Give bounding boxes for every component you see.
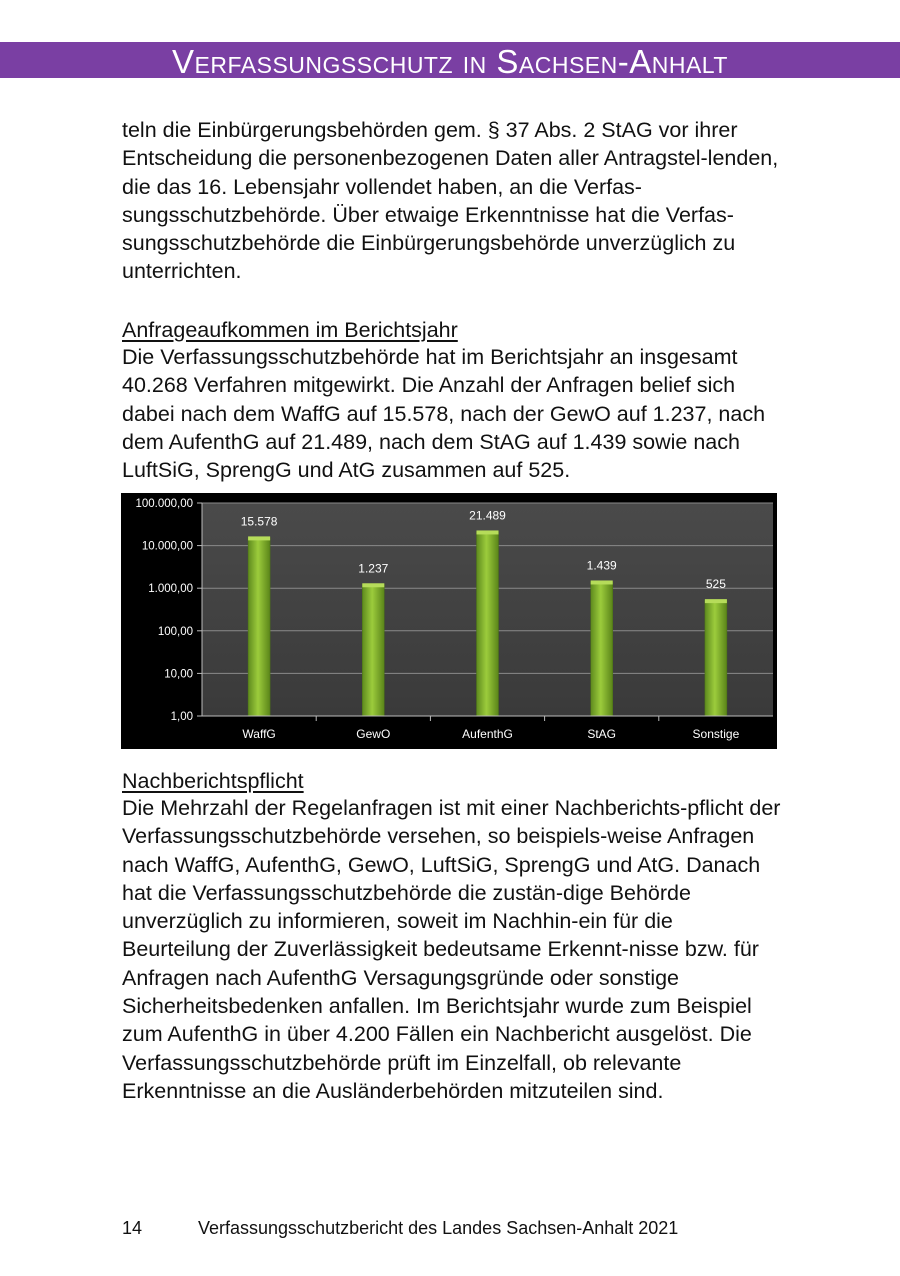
bar-top-highlight — [477, 530, 499, 534]
data-label: 525 — [705, 577, 726, 592]
x-tick-label: WaffG — [242, 727, 276, 741]
chart-svg — [121, 493, 777, 749]
bar-top-highlight — [705, 599, 727, 603]
page-number: 14 — [122, 1218, 143, 1238]
bar-top-highlight — [248, 536, 270, 540]
page-header-title: Verfassungsschutz in Sachsen-Anhalt — [172, 43, 728, 80]
bar-top-highlight — [362, 583, 384, 587]
data-label: 1.237 — [358, 561, 389, 576]
y-tick-label: 10,00 — [164, 668, 193, 681]
x-tick-label: GewO — [356, 727, 391, 741]
bar-chart — [121, 493, 777, 749]
data-label: 15.578 — [240, 514, 278, 529]
x-tick-label: AufenthG — [462, 727, 513, 741]
x-tick-label: Sonstige — [692, 727, 740, 741]
bar-waffg — [248, 537, 270, 716]
x-tick-label: StAG — [587, 727, 617, 741]
y-tick-label: 1,00 — [170, 711, 193, 723]
y-tick-label: 100,00 — [157, 625, 193, 638]
y-tick-label: 10.000,00 — [141, 540, 193, 553]
paragraph-intro: teln die Einbürgerungsbehörden gem. § 37 Abs. 2 StAG vor ihrer Entscheidung die personenbezogenen Daten aller Antragstel-lenden, die das 16. Lebensjahr vollendet haben, an die Verfas-sungsschutzbehörde. Über etwaige Erkenntnisse hat die Verfas-sungsschutzbehörde die Einbürgerungsbehörde unverzüglich zu unterrichten. — [122, 118, 779, 284]
data-label: 21.489 — [469, 508, 506, 523]
bar-stag — [591, 581, 613, 716]
y-tick-label: 1.000,00 — [148, 583, 193, 596]
bar-sonstige — [705, 600, 727, 716]
paragraph-anfrageaufkommen: Die Verfassungsschutzbehörde hat im Berichtsjahr an insgesamt 40.268 Verfahren mitgewirkt. Die Anzahl der Anfragen belief sich dabei nach dem WaffG auf 15.578, nach der GewO auf 1.237, nach dem AufenthG auf 21.489, nach dem StAG auf 1.439 sowie nach LuftSiG, SprengG und AtG zusammen auf 525. — [122, 345, 766, 483]
y-axis-ticks — [135, 498, 202, 723]
x-axis-ticks — [242, 716, 739, 741]
paragraph-nachberichtspflicht: Die Mehrzahl der Regelanfragen ist mit einer Nachberichts-pflicht der Verfassungsschutzbehörde versehen, so beispiels-weise Anfragen nach WaffG, AufenthG, GewO, LuftSiG, SprengG und AtG. Danach hat die Verfassungsschutzbehörde die zustän-dige Behörde unverzüglich zu informieren, soweit im Nachhin-ein für die Beurteilung der Zuverlässigkeit bedeutsame Erkennt-nisse bzw. für Anfragen nach AufenthG Versagungsgründe oder sonstige Sicherheitsbedenken anfallen. Im Berichtsjahr wurde zum Beispiel zum AufenthG in über 4.200 Fällen ein Nachbericht ausgelöst. Die Verfassungsschutzbehörde prüft im Einzelfall, ob relevante Erkenntnisse an die Ausländerbehörden mitzuteilen sind. — [122, 796, 781, 1103]
bar-aufenthg — [477, 531, 499, 716]
bar-top-highlight — [591, 580, 613, 584]
section-heading-anfrageaufkommen: Anfrageaufkommen im Berichtsjahr — [122, 318, 458, 342]
bar-gewo — [362, 584, 384, 716]
section-heading-nachberichtspflicht: Nachberichtspflicht — [122, 769, 304, 793]
y-tick-label: 100.000,00 — [135, 498, 193, 510]
data-label: 1.439 — [586, 558, 617, 573]
footer-report-title: Verfassungsschutzbericht des Landes Sachsen-Anhalt 2021 — [198, 1218, 679, 1238]
